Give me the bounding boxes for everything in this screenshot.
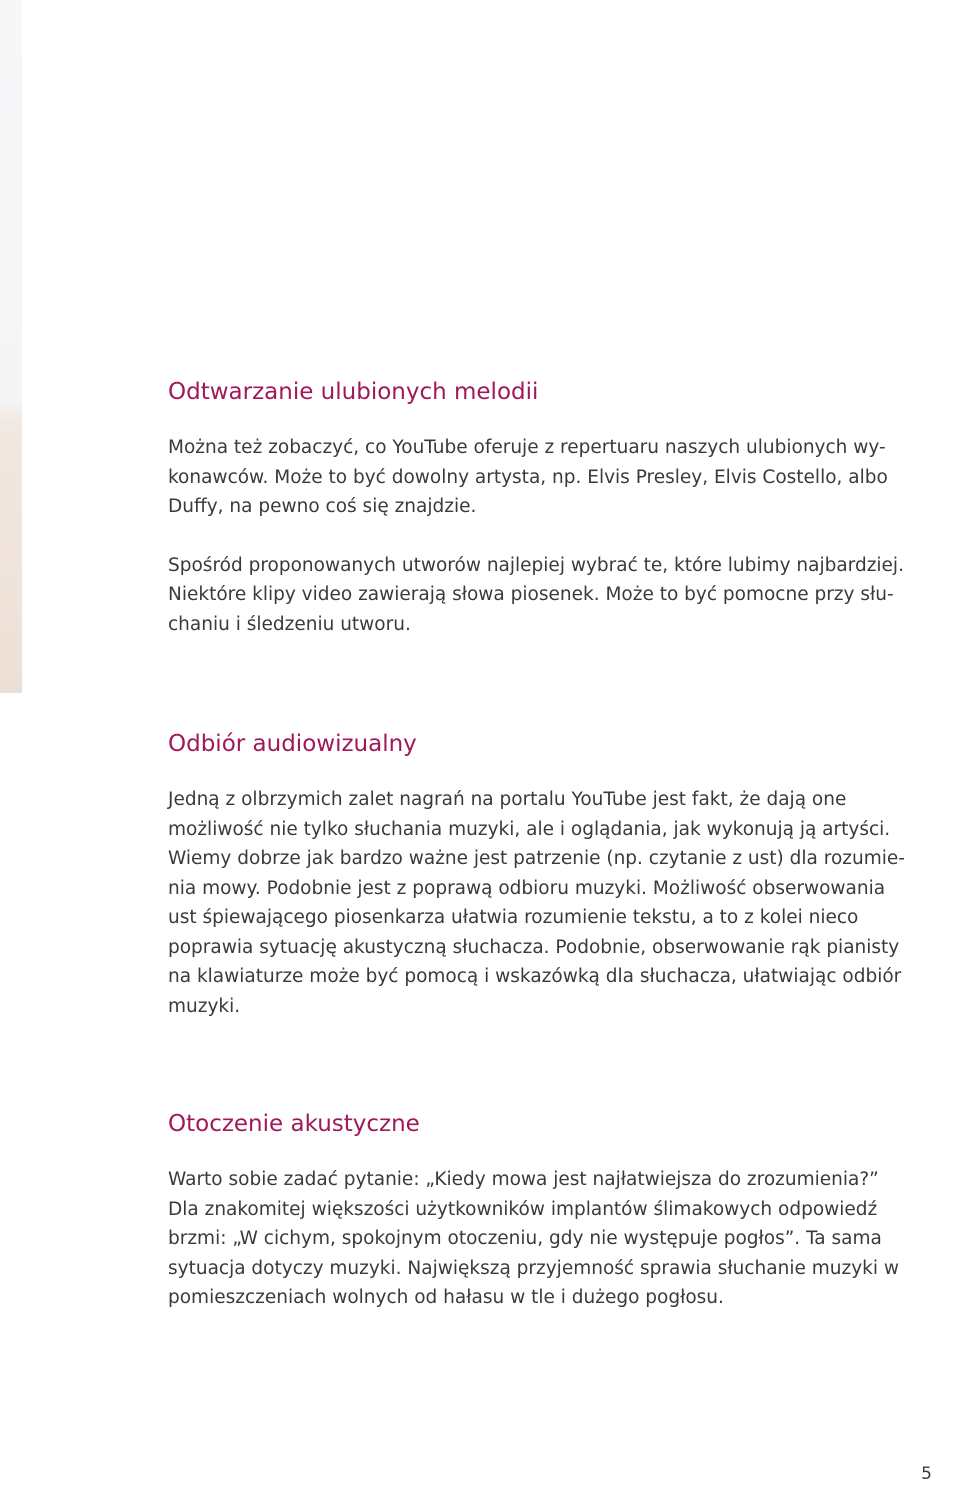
section-paragraph: Można też zobaczyć, co YouTube oferuje z repertuaru naszych ulubionych wy- konawców. Może to być dowolny artysta, np. Elvis Presley, Elvis Costello, albo Duffy, na pewno coś się znajdzie. (168, 437, 888, 517)
page-number: 5 (921, 1464, 932, 1484)
section-paragraph: Warto sobie zadać pytanie: „Kiedy mowa jest najłatwiejsza do zrozumienia?” Dla znakomitej większości użytkowników implantów ślimakowych odpowiedź brzmi: „W cichym, spokojnym otoczeniu, gdy nie występuje pogłos”. Ta sama sytuacja dotyczy muzyki. Największą przyjemność sprawia słuchanie muzyki w pomieszczeniach wolnych od hałasu w tle i dużego pogłosu. (168, 1169, 900, 1308)
edge-photo-strip (0, 0, 22, 693)
section-heading: Odtwarzanie ulubionych melodii (168, 379, 539, 405)
section-audiovisual-reception (168, 729, 930, 1021)
section-heading: Otoczenie akustyczne (168, 1111, 420, 1137)
section-favourite-melodies (168, 377, 930, 639)
section-acoustic-environment (168, 1109, 930, 1313)
section-heading: Odbiór audiowizualny (168, 731, 417, 757)
section-paragraph: Jedną z olbrzymich zalet nagrań na portalu YouTube jest fakt, że dają one możliwość nie tylko słuchania muzyki, ale i oglądania, jak wykonują ją artyści. Wiemy dobrze jak bardzo ważne jest patrzenie (np. czytanie z ust) dla rozumie- nia mowy. Podobnie jest z poprawą odbioru muzyki. Możliwość obserwowania ust śpiewającego piosenkarza ułatwia rozumienie tekstu, a to z kolei nieco poprawia sytuację akustyczną słuchacza. Podobnie, obserwowanie rąk pianisty na klawiaturze może być pomocą i wskazówką dla słuchacza, ułatwiając odbiór muzyki. (168, 789, 905, 1017)
section-paragraph: Spośród proponowanych utworów najlepiej wybrać te, które lubimy najbardziej. Niektóre klipy video zawierają słowa piosenek. Może to być pomocne przy słu- chaniu i śledzeniu utworu. (168, 554, 904, 635)
